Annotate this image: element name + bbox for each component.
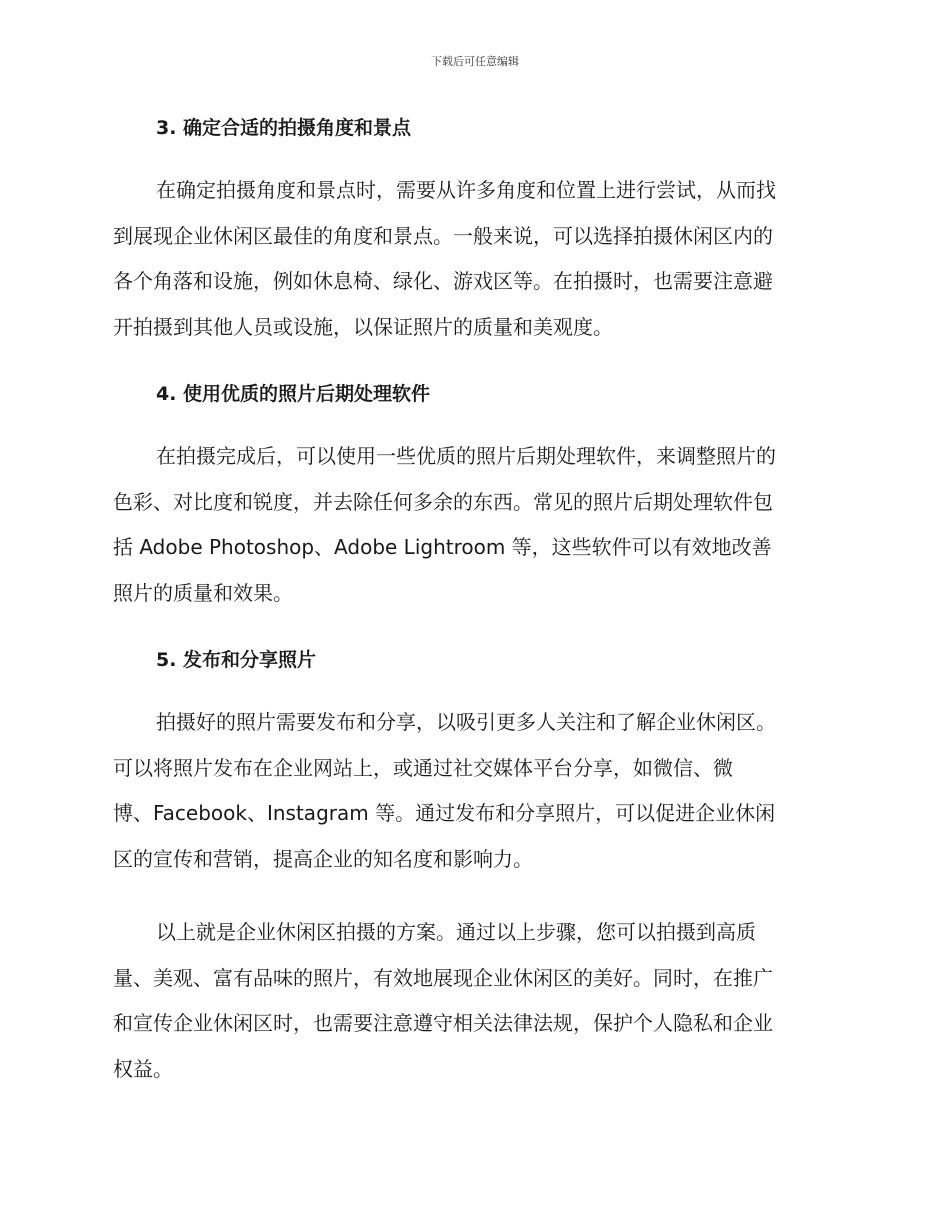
section-3-paragraph bbox=[113, 168, 835, 350]
paragraph-line: 在拍摄完成后，可以使用一些优质的照片后期处理软件，来调整照片的 bbox=[156, 444, 776, 468]
section-4-paragraph bbox=[113, 434, 835, 616]
document-body bbox=[113, 112, 835, 1120]
paragraph-line: 开拍摄到其他人员或设施，以保证照片的质量和美观度。 bbox=[113, 314, 613, 339]
paragraph-line: 量、美观、富有品味的照片，有效地展现企业休闲区的美好。同时，在推广 bbox=[113, 965, 773, 990]
paragraph-line: 可以将照片发布在企业网站上，或通过社交媒体平台分享，如微信、微 bbox=[113, 755, 733, 780]
paragraph-line: 权益。 bbox=[113, 1056, 173, 1081]
conclusion-paragraph bbox=[113, 910, 835, 1092]
paragraph-line: 拍摄好的照片需要发布和分享，以吸引更多人关注和了解企业休闲区。 bbox=[156, 710, 776, 734]
paragraph-line: 博、Facebook、Instagram 等。通过发布和分享照片，可以促进企业休闲 bbox=[113, 801, 776, 825]
page-header: 下载后可任意编辑 bbox=[431, 55, 519, 68]
paragraph-line: 括 Adobe Photoshop、Adobe Lightroom 等，这些软件可以有效地改善 bbox=[113, 535, 772, 559]
paragraph-line: 和宣传企业休闲区时，也需要注意遵守相关法律法规，保护个人隐私和企业 bbox=[113, 1011, 773, 1035]
paragraph-line: 色彩、对比度和锐度，并去除任何多余的东西。常见的照片后期处理软件包 bbox=[113, 489, 773, 514]
paragraph-line: 区的宣传和营销，提高企业的知名度和影响力。 bbox=[113, 846, 533, 871]
paragraph-line: 到展现企业休闲区最佳的角度和景点。一般来说，可以选择拍摄休闲区内的 bbox=[113, 223, 773, 248]
section-5-paragraph bbox=[113, 700, 835, 882]
paragraph-line: 照片的质量和效果。 bbox=[113, 580, 293, 605]
section-4-heading: 4. 使用优质的照片后期处理软件 bbox=[156, 383, 431, 405]
paragraph-line: 在确定拍摄角度和景点时，需要从许多角度和位置上进行尝试，从而找 bbox=[156, 178, 776, 202]
section-5-heading: 5. 发布和分享照片 bbox=[156, 649, 317, 671]
paragraph-line: 以上就是企业休闲区拍摄的方案。通过以上步骤，您可以拍摄到高质 bbox=[156, 920, 756, 944]
paragraph-line: 各个角落和设施，例如休息椅、绿化、游戏区等。在拍摄时，也需要注意避 bbox=[113, 269, 773, 293]
section-3-heading: 3. 确定合适的拍摄角度和景点 bbox=[156, 117, 412, 139]
